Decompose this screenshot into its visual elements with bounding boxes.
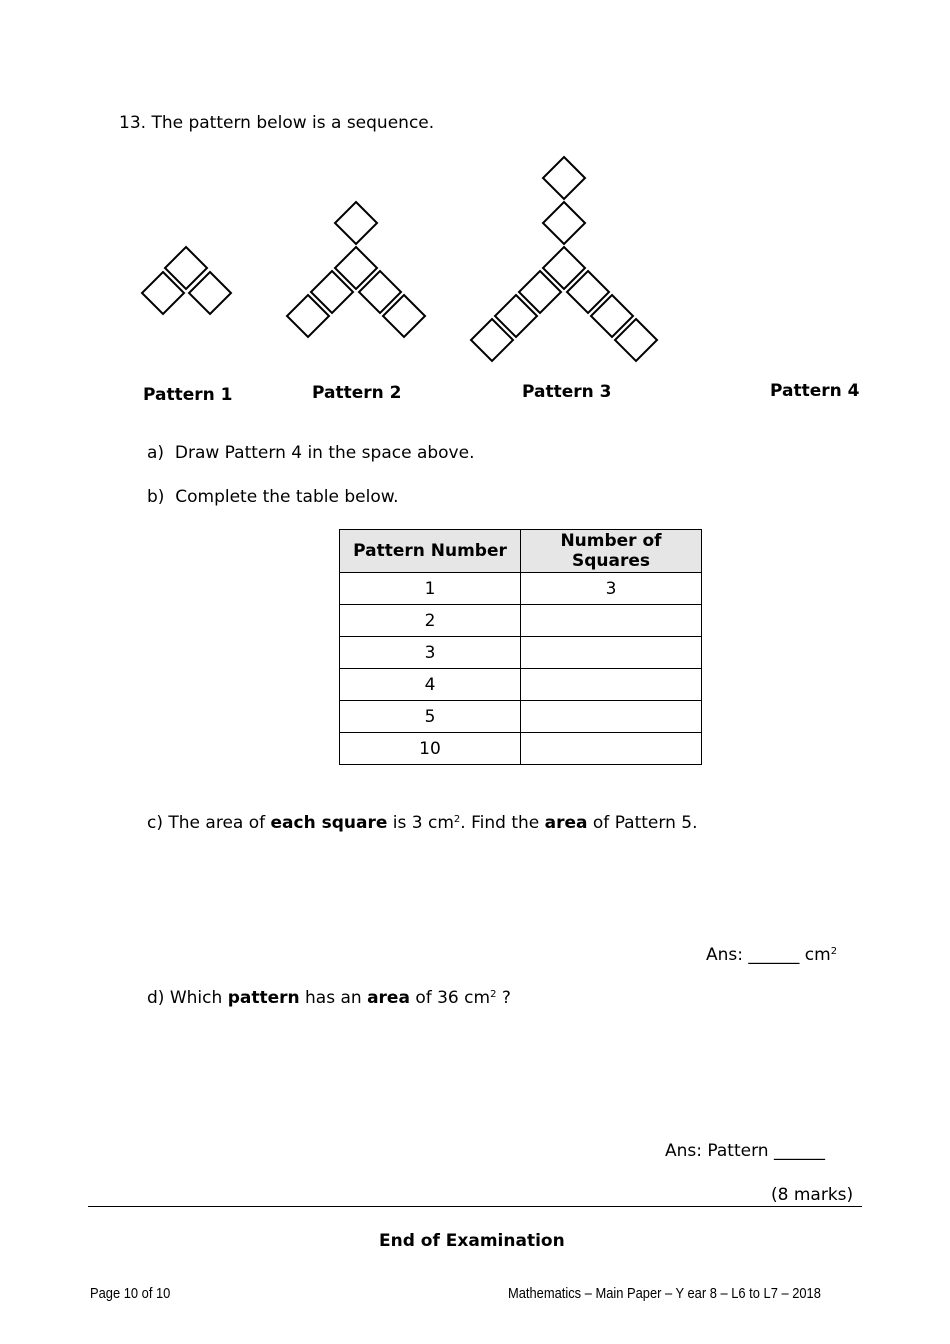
pattern-number-cell: 1 <box>340 573 521 605</box>
part-d-text: Which <box>169 988 228 1008</box>
part-c-bold-each-square: each square <box>270 813 388 833</box>
pattern-number-cell: 3 <box>340 637 521 669</box>
part-d-superscript: 2 <box>490 989 497 1000</box>
pattern-2-label: Pattern 2 <box>312 383 402 403</box>
footer-page-number: Page 10 of 10 <box>90 1285 171 1302</box>
marks: (8 marks) <box>771 1185 854 1205</box>
part-d-text: of 36 cm <box>409 988 491 1008</box>
table-row <box>340 605 702 637</box>
part-b <box>147 487 398 507</box>
part-c-text: of Pattern 5. <box>587 813 698 833</box>
part-d-label: d) <box>147 988 165 1008</box>
divider <box>88 1206 862 1207</box>
pattern-number-cell: 5 <box>340 701 521 733</box>
part-d <box>147 988 511 1008</box>
part-b-label: b) <box>147 487 165 507</box>
part-c-text: The area of <box>168 813 271 833</box>
pattern-square <box>311 271 353 313</box>
part-d-bold-area: area <box>367 988 410 1008</box>
pattern-square <box>287 295 329 337</box>
pattern-square <box>543 247 585 289</box>
pattern-square <box>383 295 425 337</box>
part-c-text: is 3 cm <box>387 813 454 833</box>
pattern-number-cell: 2 <box>340 605 521 637</box>
pattern-square <box>615 319 657 361</box>
pattern-square <box>519 271 561 313</box>
part-c-answer-superscript: 2 <box>830 946 838 957</box>
pattern-3-figure <box>471 157 657 361</box>
pattern-square <box>591 295 633 337</box>
part-a <box>147 443 474 463</box>
table-row <box>340 701 702 733</box>
pattern-square <box>359 271 401 313</box>
part-b-text: Complete the table below. <box>175 487 399 507</box>
pattern-square <box>335 247 377 289</box>
table-row <box>340 573 702 605</box>
pattern-2-figure <box>287 202 425 337</box>
part-a-text: Draw Pattern 4 in the space above. <box>174 443 475 463</box>
pattern-figures <box>0 0 950 420</box>
pattern-square <box>495 295 537 337</box>
part-d-answer[interactable]: Ans: Pattern ______ <box>665 1141 825 1161</box>
squares-cell[interactable] <box>521 605 702 637</box>
table-row <box>340 669 702 701</box>
part-c-label: c) <box>147 813 163 833</box>
squares-cell[interactable] <box>521 701 702 733</box>
table-row <box>340 637 702 669</box>
pattern-square <box>567 271 609 313</box>
pattern-square <box>471 319 513 361</box>
pattern-number-cell: 4 <box>340 669 521 701</box>
pattern-square <box>543 202 585 244</box>
part-c-text: . Find the <box>460 813 545 833</box>
part-c-answer-text: Ans: ______ cm <box>706 945 831 965</box>
pattern-table <box>339 529 702 765</box>
pattern-number-cell: 10 <box>340 733 521 765</box>
pattern-1-label: Pattern 1 <box>143 385 233 405</box>
question-number: 13. <box>119 113 147 133</box>
part-c-superscript: 2 <box>453 814 461 825</box>
part-a-label: a) <box>147 443 165 463</box>
squares-cell[interactable] <box>521 637 702 669</box>
part-d-bold-pattern: pattern <box>227 988 300 1008</box>
squares-cell[interactable] <box>521 669 702 701</box>
pattern-square <box>142 272 184 314</box>
part-c-answer[interactable] <box>706 945 837 965</box>
table-header-row <box>340 530 702 573</box>
table-row <box>340 733 702 765</box>
footer-paper-title: Mathematics – Main Paper – Y ear 8 – L6 to L7 – 2018 <box>508 1285 821 1302</box>
pattern-4-label: Pattern 4 <box>770 381 860 401</box>
end-of-examination: End of Examination <box>379 1231 565 1251</box>
pattern-square <box>543 157 585 199</box>
part-c <box>147 813 697 833</box>
squares-cell[interactable] <box>521 733 702 765</box>
header-number-of-squares: Number of Squares <box>521 530 702 573</box>
squares-cell[interactable]: 3 <box>521 573 702 605</box>
part-c-bold-area: area <box>544 813 588 833</box>
pattern-3-label: Pattern 3 <box>522 382 612 402</box>
header-pattern-number: Pattern Number <box>340 530 521 573</box>
part-d-text: has an <box>299 988 368 1008</box>
part-d-text: ? <box>496 988 511 1008</box>
question-text: The pattern below is a sequence. <box>151 113 435 133</box>
pattern-square <box>335 202 377 244</box>
pattern-1-figure <box>142 247 231 314</box>
